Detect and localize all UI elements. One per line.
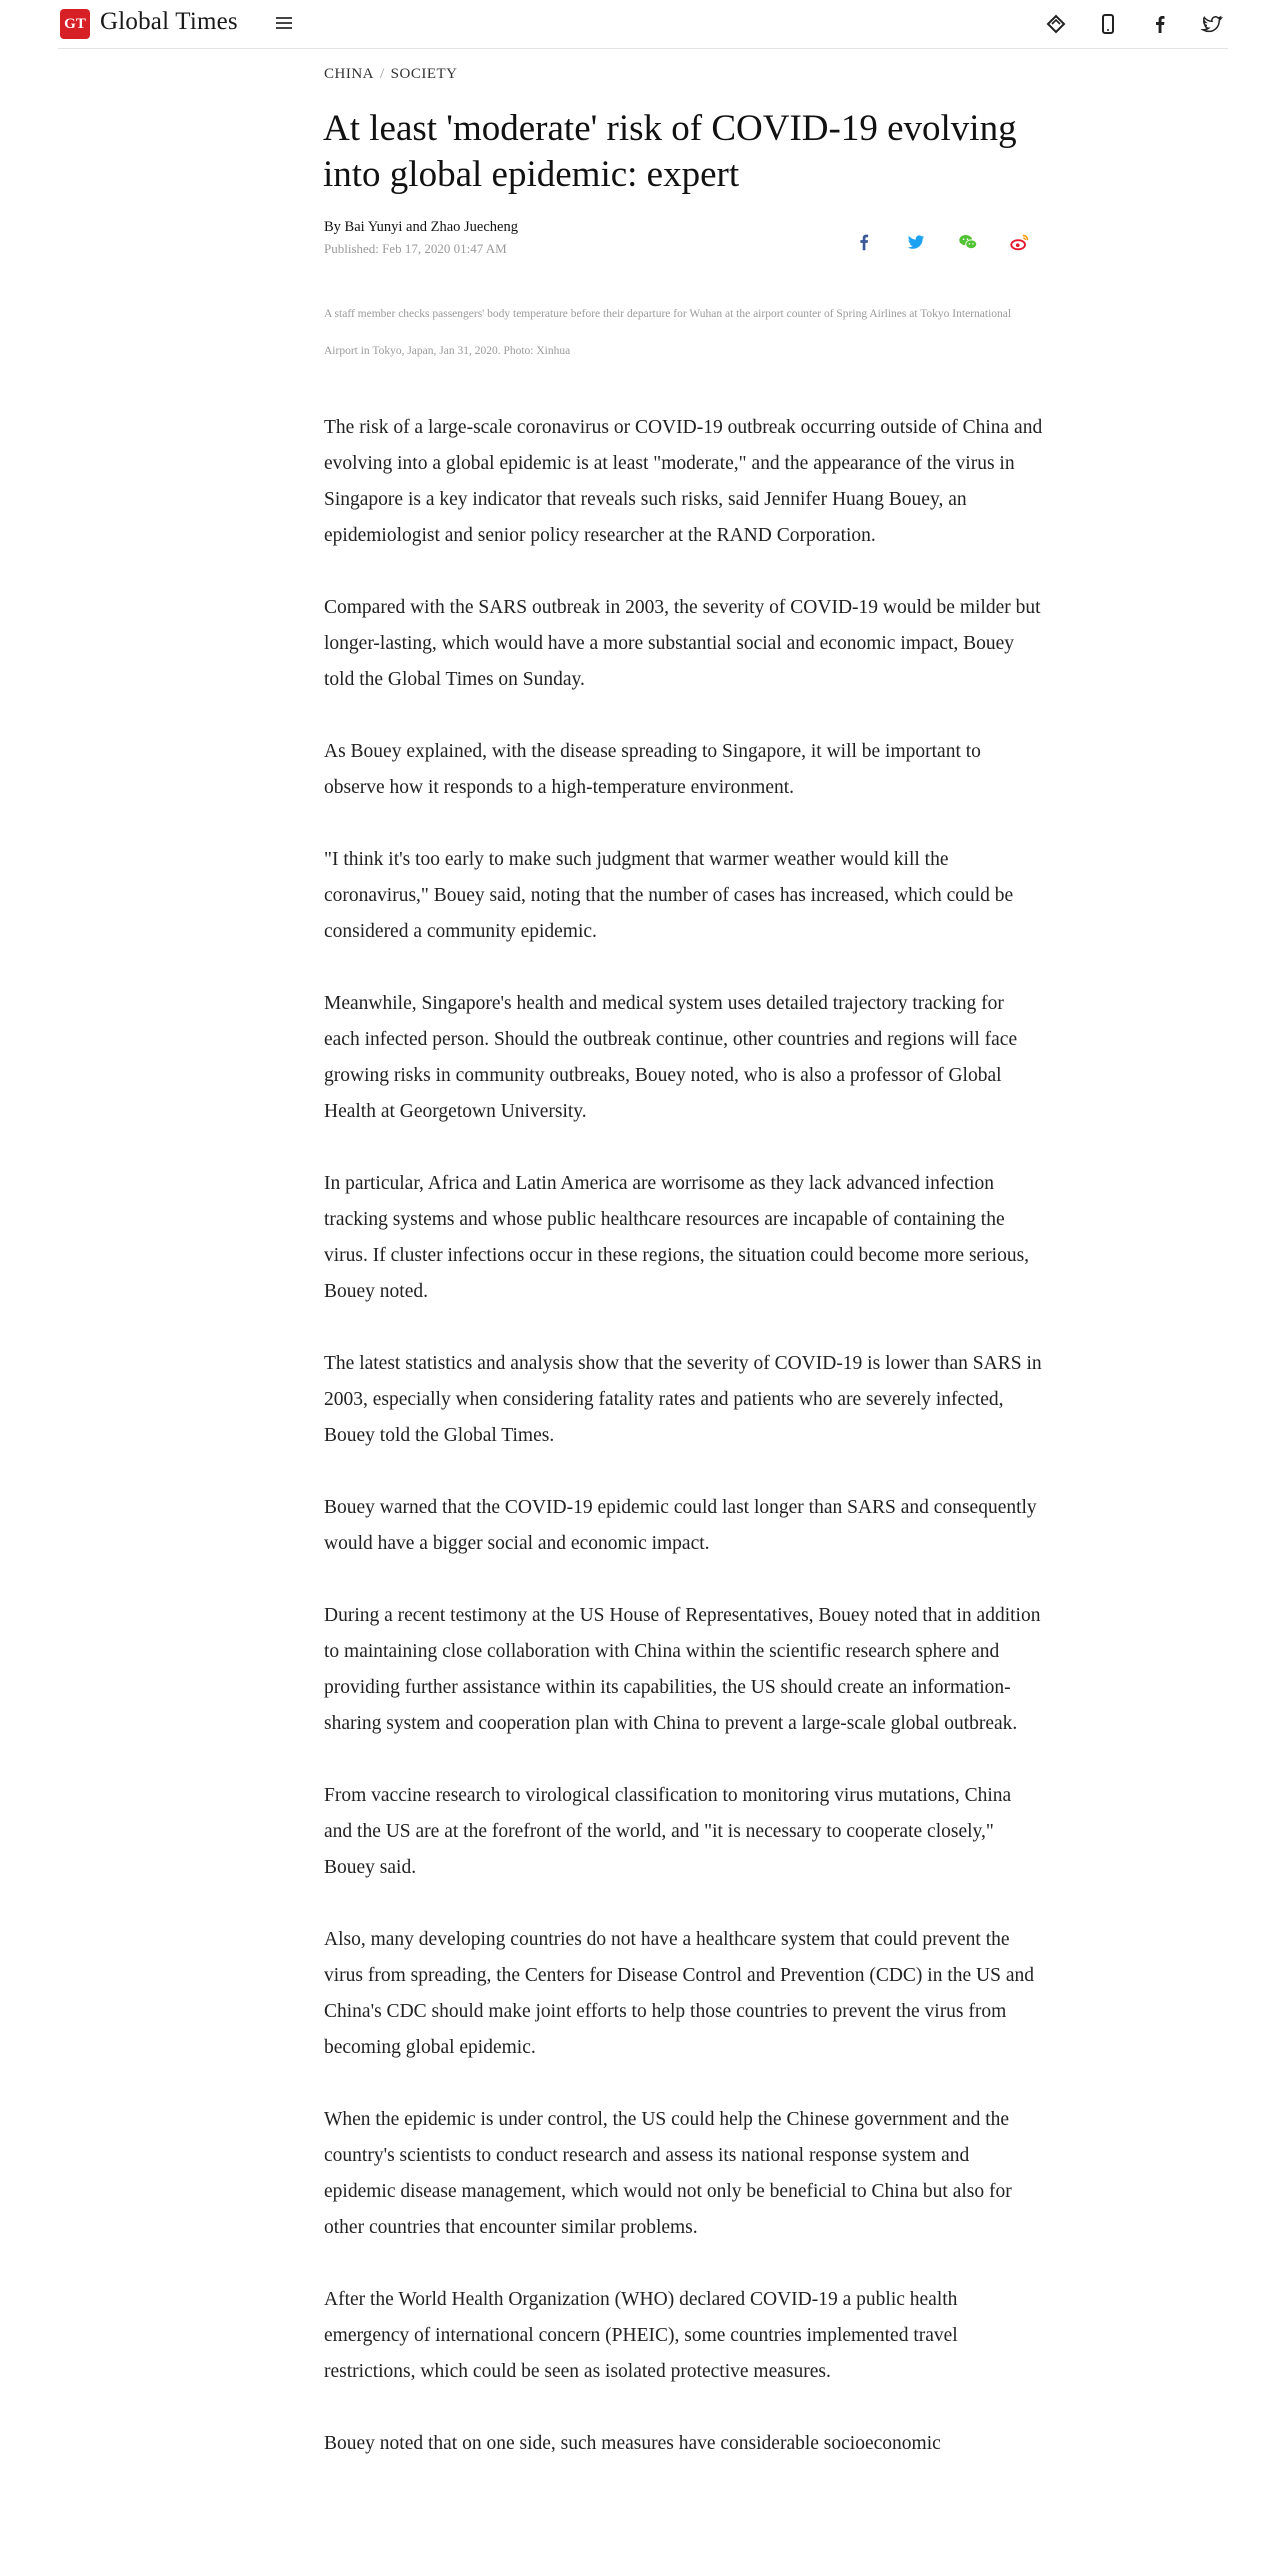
published-date: Published: Feb 17, 2020 01:47 AM <box>324 241 507 256</box>
facebook-share-icon[interactable] <box>853 231 875 253</box>
facebook-icon[interactable] <box>1148 12 1172 36</box>
photo-caption: A staff member checks passengers' body temperature before their departure for Wuhan at the airport counter of Spring Airlines at Tokyo International Airport in Tokyo, Japan, Jan 31, 2020. Photo: Xinhua <box>324 308 1012 357</box>
article-paragraph: When the epidemic is under control, the US could help the Chinese government and the country's scientists to conduct research and assess its national response system and epidemic disease management, which would not only be beneficial to China but also for other countries that encounter similar problems. <box>324 2109 1012 2238</box>
breadcrumb-china-link[interactable]: CHINA <box>324 66 374 82</box>
article-paragraph: Meanwhile, Singapore's health and medical system uses detailed trajectory tracking for each infected person. Should the outbreak continue, other countries and regions will face growing risks in community outbreaks, Bouey noted, who is also a professor of Global Health at Georgetown University. <box>324 993 1018 1122</box>
article-paragraph: The latest statistics and analysis show that the severity of COVID-19 is lower than SARS in 2003, especially when considering fatality rates and patients who are severely infected, Bouey told the Global Times. <box>324 1353 1042 1446</box>
breadcrumb <box>324 66 458 83</box>
weibo-share-icon[interactable] <box>1009 231 1031 253</box>
article-title: At least 'moderate' risk of COVID-19 evolving into global epidemic: expert <box>323 108 1017 195</box>
breadcrumb-separator: / <box>380 66 385 82</box>
article-paragraph: Bouey warned that the COVID-19 epidemic could last longer than SARS and consequently would have a bigger social and economic impact. <box>324 1497 1037 1554</box>
article-paragraph: Bouey noted that on one side, such measures have considerable socioeconomic <box>324 2433 941 2454</box>
article-paragraph: From vaccine research to virological classification to monitoring virus mutations, China and the US are at the forefront of the world, and "it is necessary to cooperate closely," Bouey said. <box>324 1785 1012 1878</box>
article-paragraph: "I think it's too early to make such judgment that warmer weather would kill the coronavirus," Bouey said, noting that the number of cases has increased, which could be considered a community epidemic. <box>324 849 1014 942</box>
hamburger-menu-icon[interactable] <box>276 14 292 32</box>
global-times-logo-text[interactable]: Global Times <box>100 8 238 35</box>
gt-logo-badge[interactable]: GT <box>60 9 90 39</box>
article-paragraph: Also, many developing countries do not have a healthcare system that could prevent the virus from spreading, the Centers for Disease Control and Prevention (CDC) in the US and China's CDC should make joint efforts to help those countries to prevent the virus from becoming global epidemic. <box>324 1929 1034 2058</box>
article-paragraph: As Bouey explained, with the disease spreading to Singapore, it will be important to observe how it responds to a high-temperature environment. <box>324 741 981 798</box>
twitter-icon[interactable] <box>1200 12 1224 36</box>
article-paragraph: In particular, Africa and Latin America are worrisome as they lack advanced infection tracking systems and whose public healthcare resources are incapable of containing the virus. If cluster infections occur in these regions, the situation could become more serious, Bouey noted. <box>324 1173 1030 1302</box>
article-paragraph: During a recent testimony at the US House of Representatives, Bouey noted that in addition to maintaining close collaboration with China within the scientific research sphere and providing further assistance within its capabilities, the US should create an information-sharing system and cooperation plan with China to prevent a large-scale global outbreak. <box>324 1605 1041 1734</box>
article-paragraph: After the World Health Organization (WHO) declared COVID-19 a public health emergency of international concern (PHEIC), some countries implemented travel restrictions, which could be seen as isolated protective measures. <box>324 2289 958 2382</box>
article-paragraph: The risk of a large-scale coronavirus or COVID-19 outbreak occurring outside of China and evolving into a global epidemic is at least "moderate," and the appearance of the virus in Singapore is a key indicator that reveals such risks, said Jennifer Huang Bouey, an epidemiologist and senior policy researcher at the RAND Corporation. <box>324 417 1043 546</box>
article-paragraph: Compared with the SARS outbreak in 2003, the severity of COVID-19 would be milder but longer-lasting, which would have a more substantial social and economic impact, Bouey told the Global Times on Sunday. <box>324 597 1041 690</box>
mobile-icon[interactable] <box>1096 12 1120 36</box>
article-byline: By Bai Yunyi and Zhao Juecheng <box>324 219 518 235</box>
twitter-share-icon[interactable] <box>905 231 927 253</box>
top-navigation-bar <box>58 0 1228 49</box>
subscribe-icon[interactable] <box>1044 12 1068 36</box>
article-body <box>324 410 1044 2498</box>
wechat-share-icon[interactable] <box>957 231 979 253</box>
breadcrumb-society-link[interactable]: SOCIETY <box>390 66 458 82</box>
